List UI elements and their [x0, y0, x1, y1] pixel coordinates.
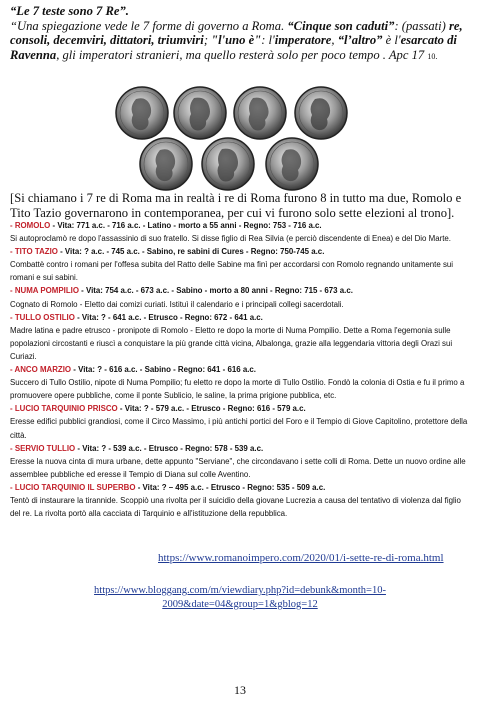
king-name: - SERVIO TULLIO [10, 443, 76, 453]
king-dates: - Vita: ? – 495 a.c. - Etrusco - Regno: 535 - 509 a.c. [135, 482, 326, 492]
page-number: 13 [234, 683, 246, 697]
coin-2 [174, 87, 226, 139]
intro-text-7: , gli imperatori stranieri, ma quello resterà solo per poco tempo . Apc 17 [56, 47, 428, 62]
intro-paragraph [10, 4, 472, 64]
king-name: - NUMA POMPILIO [10, 286, 79, 296]
king-description: Combattè contro i romani per l'offesa subita del Ratto delle Sabine ma finì per accordarsi con Romolo regnando unitamente sui romani e sui sabini. [10, 260, 454, 283]
coin-5 [140, 138, 192, 190]
king-description: Tentò di instaurare la tirannide. Scoppiò una rivolta per il suicidio della giovane Lucrezia a causa del tentativo di violenza dal figlio del re. La rivolta portò alla cacciata di Tarquinio e all'istituzione della repubblica. [10, 495, 461, 519]
bible-ref: 10. [427, 51, 438, 61]
king-dates: - Vita: ? - 641 a.c. - Etrusco - Regno: 672 - 641 a.c. [74, 312, 263, 322]
king-header [10, 311, 472, 324]
intro-text-6: è l' [382, 33, 401, 48]
king-header [10, 284, 472, 297]
king-name: - LUCIO TARQUINIO PRISCO [10, 404, 118, 414]
king-dates: - Vita: ? - 539 a.c. - Etrusco - Regno: 578 - 539 a.c. [75, 443, 264, 453]
king-description: Si autoproclamò re dopo l'assassinio di suo fratello. Si disse figlio di Rea Silvia (e perciò discendente di Enea) e del Dio Marte. [10, 234, 451, 244]
king-entry [10, 402, 472, 441]
king-description: Madre latina e padre etrusco - pronipote di Romolo - Eletto re dopo la morte di Numa Pompilio. Dette a Roma l'egemonia sulle popolazioni circostanti e riuscì a conquistare la più grande città vicina, Albalonga, grazie alla leggendaria vittoria degli Orazi sui Curiazi. [10, 325, 453, 361]
king-entry [10, 245, 472, 284]
source-link-romanoimpero[interactable]: https://www.romanoimpero.com/2020/01/i-sette-re-di-roma.html [158, 552, 444, 564]
king-header [10, 245, 472, 258]
quote-altro: “l’altro” [337, 33, 383, 48]
king-name: - TULLO OSTILIO [10, 312, 75, 322]
coin-4 [295, 87, 347, 139]
king-description: Eresse la nuova cinta di mura urbane, dette appunto "Serviane", che circondavano i sette colli di Roma. Dette un nuovo ordine alle assemblee pubbliche ed eresse il Tempio di Diana sul colle Aventino. [10, 456, 466, 479]
king-header [10, 481, 472, 494]
king-name: - ANCO MARZIO [10, 365, 72, 375]
intro-text-3: ; [203, 33, 212, 48]
king-dates: - Vita: ? a.c. - 745 a.c. - Sabino, re sabini di Cures - Regno: 750-745 a.c. [57, 247, 325, 257]
king-dates: - Vita: 754 a.c. - 673 a.c. - Sabino - morto a 80 anni - Regno: 715 - 673 a.c. [78, 286, 353, 296]
source-link-bloggang[interactable]: https://www.bloggang.com/m/viewdiary.php?id=debunk&month=10-2009&date=04&group=1&gblog=12 [94, 585, 386, 610]
king-name: - ROMOLO [10, 221, 51, 230]
intro-text-2: : (passati) [394, 18, 450, 33]
king-entry [10, 219, 472, 245]
king-entry [10, 442, 472, 481]
king-header [10, 363, 472, 376]
quote-cinque: “Cinque son caduti” [287, 18, 395, 33]
coin-3 [234, 87, 286, 139]
king-name: - LUCIO TARQUINIO IL SUPERBO [10, 482, 136, 492]
king-header [10, 219, 472, 232]
king-entry [10, 284, 472, 310]
king-description: Eresse edifici pubblici grandiosi, come il Circo Massimo, i più antichi portici del Foro e il Tempio di Giove Capitolino, protettore della città. [10, 417, 468, 440]
intro-text [10, 19, 472, 65]
king-entry [10, 363, 472, 402]
quote-uno: "l'uno è" [211, 33, 262, 48]
king-name: - TITO TAZIO [10, 247, 58, 257]
king-header [10, 402, 472, 415]
king-dates: - Vita: ? - 579 a.c. - Etrusco - Regno: 616 - 579 a.c. [117, 404, 306, 414]
coin-7 [266, 138, 318, 190]
intro-text-5: , [331, 33, 338, 48]
king-entry [10, 311, 472, 363]
term-imperatore: imperatore [274, 33, 332, 48]
coin-row-bottom [140, 138, 318, 190]
king-description: Cognato di Romolo - Eletto dai comizi curiati. Istituì il calendario e i principali collegi sacerdotali. [10, 299, 344, 309]
coin-1 [116, 87, 168, 139]
kings-list [10, 219, 472, 520]
king-header [10, 442, 472, 455]
intro-text-4: : l' [261, 33, 275, 48]
term-esarcato: esarcato di Ravenna [10, 33, 457, 62]
king-dates: - Vita: 771 a.c. - 716 a.c. - Latino - morto a 55 anni - Regno: 753 - 716 a.c. [50, 221, 322, 230]
coin-row-top [116, 87, 347, 139]
king-dates: - Vita: ? - 616 a.c. - Sabino - Regno: 641 - 616 a.c. [71, 365, 256, 375]
bracket-note: [Si chiamano i 7 re di Roma ma in realtà i re di Roma furono 8 in tutto ma due, Romolo e Tito Tazio governarono in contemporanea, per cui vi furono solo sette elezioni al trono]. [10, 191, 462, 220]
king-description: Succero di Tullo Ostilio, nipote di Numa Pompilio; fu eletto re dopo la morte di Tullo Ostilio. Fondò la colonia di Ostia e fu il primo a promuovere opere pubbliche, come il ponte Sublicio, le saline, la prima prigione pubblica, etc. [10, 378, 465, 401]
govt-forms: re, consoli, decemviri, dittatori, triumviri [10, 18, 463, 48]
intro-text-1: “Una spiegazione vede le 7 forme di governo a Roma. [10, 18, 288, 33]
roman-kings-coins-image [96, 84, 376, 194]
coin-6 [202, 138, 254, 190]
intro-title: “Le 7 teste sono 7 Re”. [10, 4, 129, 18]
king-entry [10, 481, 472, 520]
